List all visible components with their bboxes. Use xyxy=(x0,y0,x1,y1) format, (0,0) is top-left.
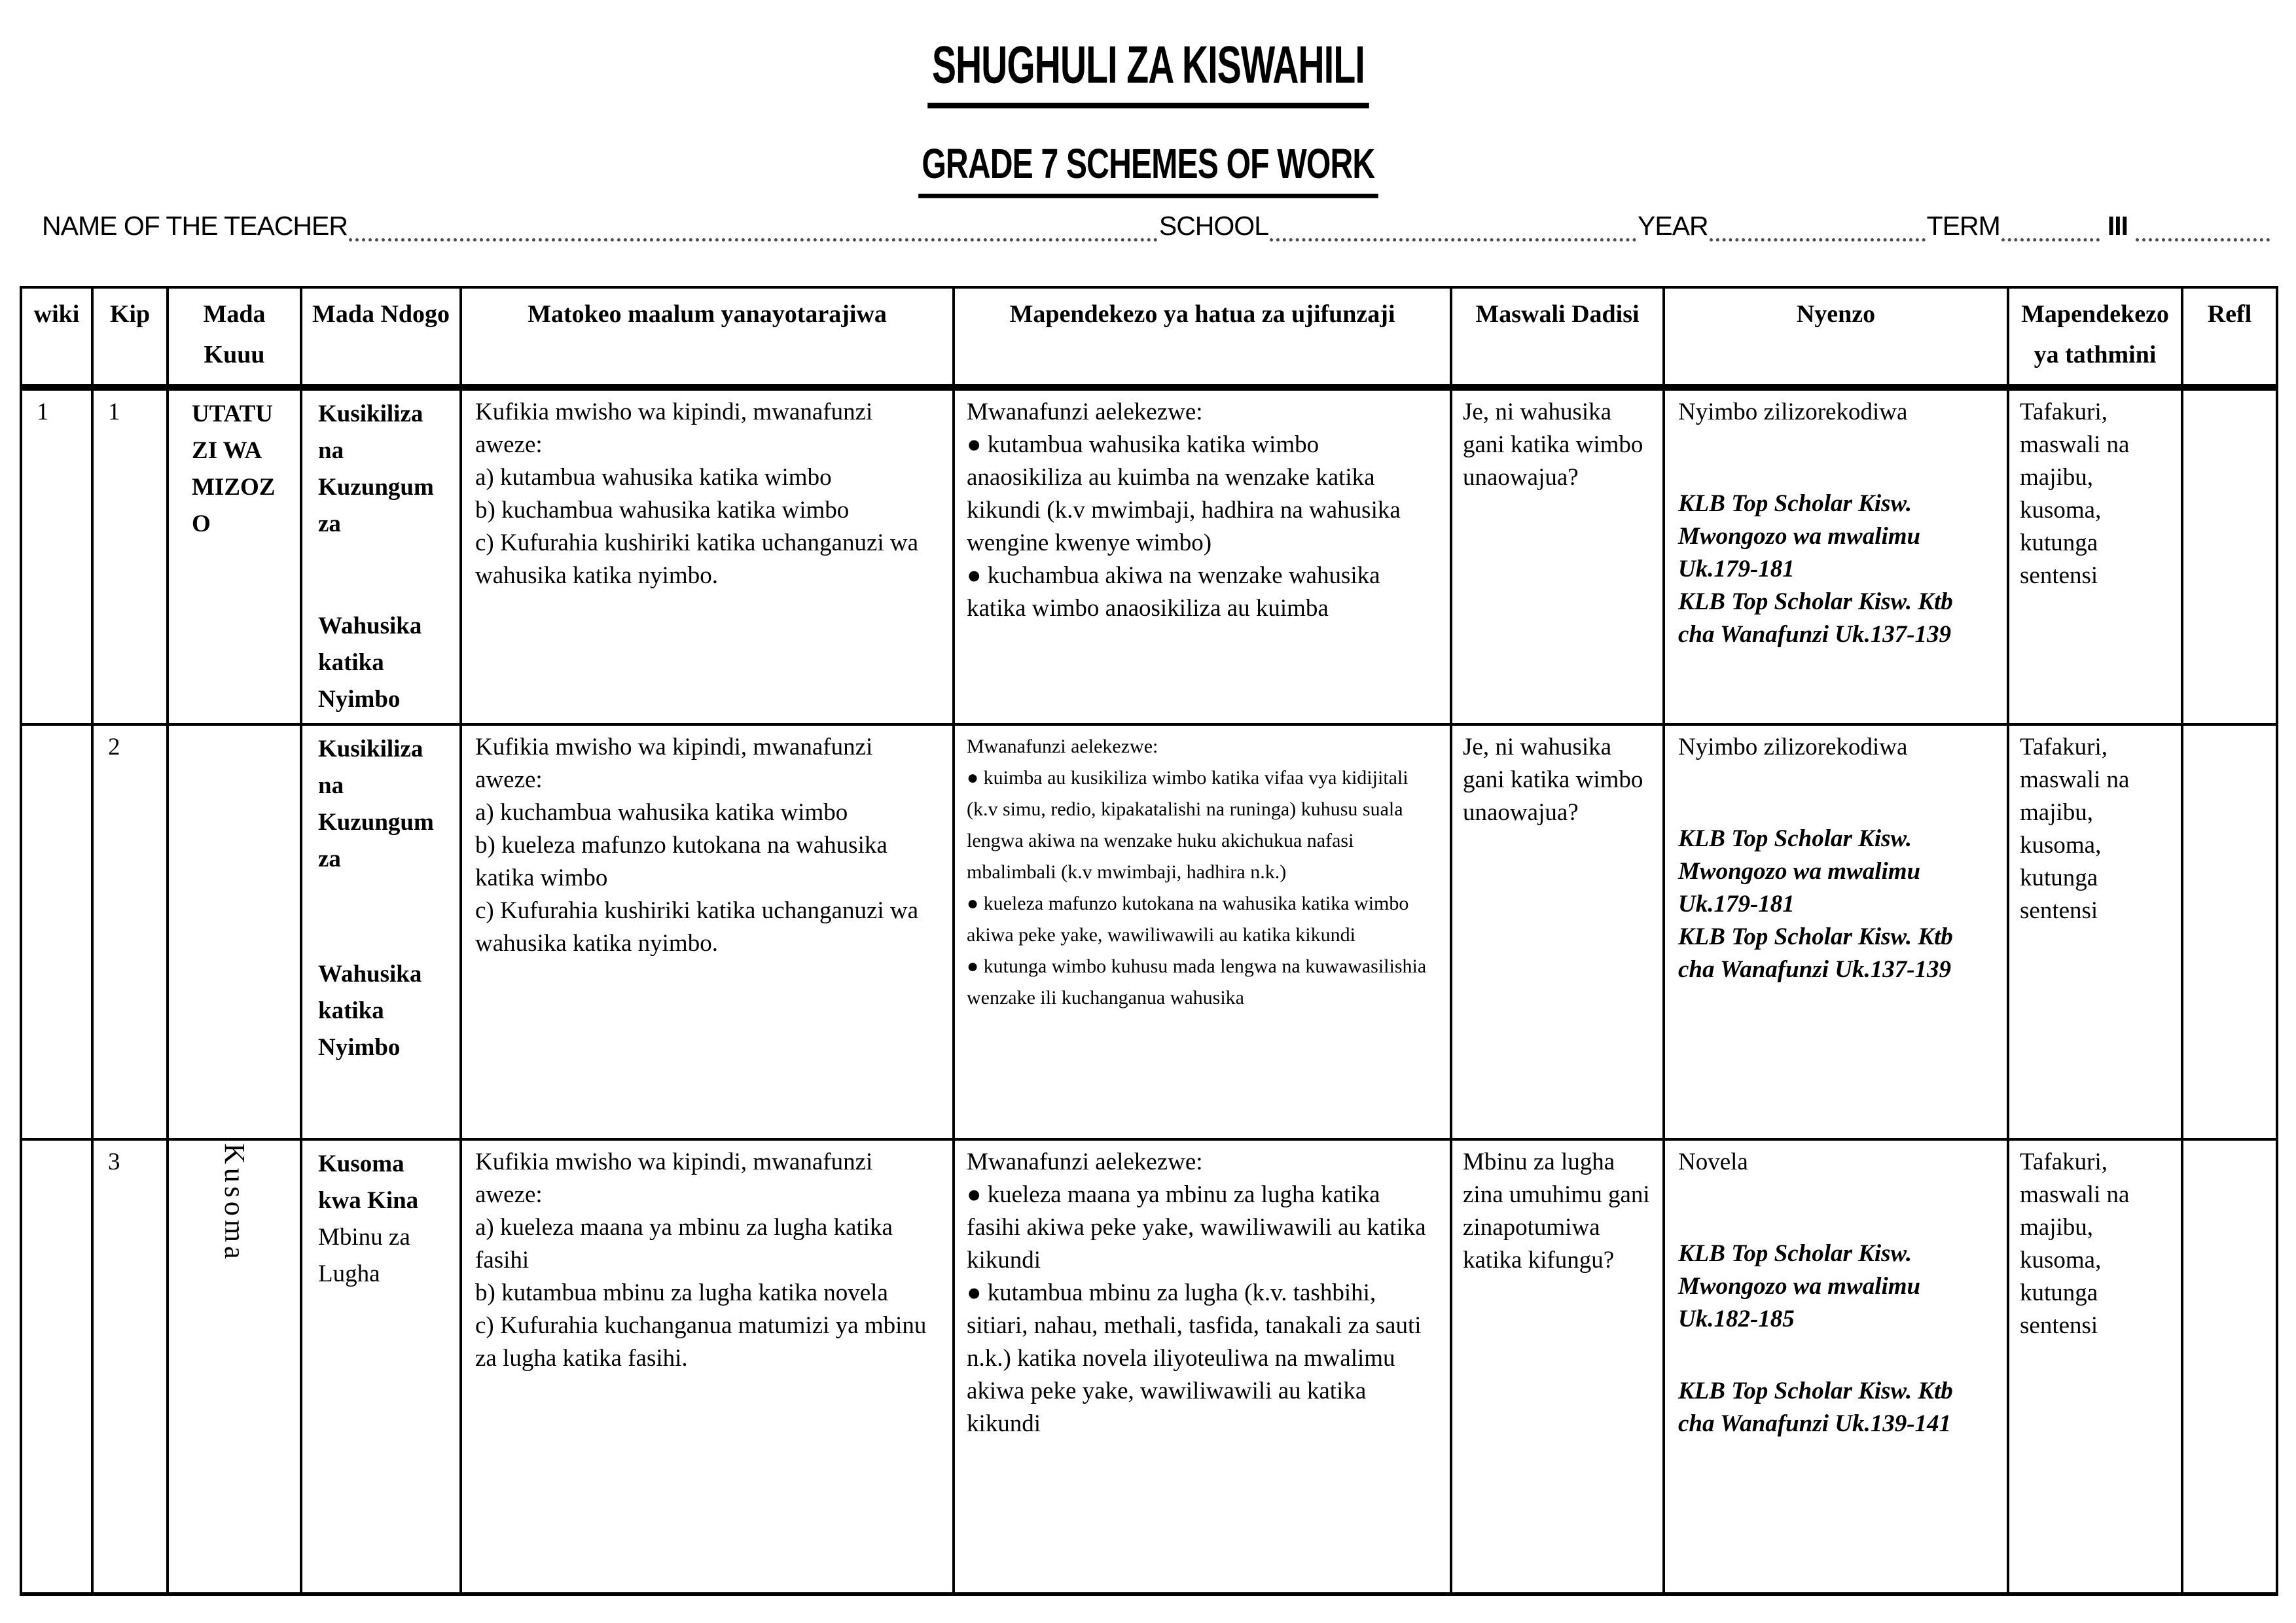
text-line: a) kueleza maana ya mbinu za lugha katika fasihi xyxy=(475,1214,893,1274)
cell-nyenzo xyxy=(1664,724,2008,1139)
book-reference: KLB Top Scholar Kisw. Mwongozo wa mwalimu Uk.179-181 xyxy=(1678,825,1921,918)
text-line: Nyimbo zilizorekodiwa xyxy=(1678,399,1908,425)
spacer xyxy=(1678,429,1994,488)
text-line: Tafakuri, maswali na majibu, kusoma, kutunga sentensi xyxy=(2020,1149,2130,1339)
table-header xyxy=(21,287,2277,387)
text-line: 3 xyxy=(108,1149,120,1175)
header-row xyxy=(21,287,2277,387)
bullet-line: ● kutambua wahusika katika wimbo anaosikiliza au kuimba na wenzake katika kikundi (k.v mwimbaji, hadhira na wahusika wengine kwenye wimbo) xyxy=(967,431,1401,556)
text-line: Kufikia mwisho wa kipindi, mwanafunzi aweze: xyxy=(475,734,873,793)
header-mada-ndogo: Mada Ndogo xyxy=(301,287,461,387)
cell-nyenzo xyxy=(1664,387,2008,724)
text-line: Je, ni wahusika gani katika wimbo unaowajua? xyxy=(1463,734,1643,826)
page-title: SHUGHULI ZA KISWAHILI xyxy=(927,34,1369,108)
cell-refl xyxy=(2182,1139,2277,1594)
table-body xyxy=(21,387,2277,1594)
cell-maswali xyxy=(1451,387,1664,724)
text-line: Kusoma kwa Kina xyxy=(318,1150,419,1214)
text-line: Mbinu za lugha zina umuhimu gani zinapotumiwa katika kifungu? xyxy=(1463,1149,1650,1274)
book-reference: KLB Top Scholar Kisw. Mwongozo wa mwalimu Uk.182-185 xyxy=(1678,1240,1921,1332)
subtitle-row xyxy=(0,139,2296,190)
text-line: Kufikia mwisho wa kipindi, mwanafunzi aweze: xyxy=(475,399,873,458)
text-line: a) kuchambua wahusika katika wimbo xyxy=(475,799,848,826)
header-matokeo: Matokeo maalum yanayotarajiwa xyxy=(461,287,954,387)
text-line: Mwanafunzi aelekezwe: xyxy=(967,399,1203,425)
cell-kip xyxy=(92,1139,168,1594)
text-line: b) kueleza mafunzo kutokana na wahusika katika wimbo xyxy=(475,832,888,891)
teacher-info-line xyxy=(42,211,2271,241)
year-fill-line xyxy=(1710,232,1926,241)
text-line: c) Kufurahia kushiriki katika uchanganuzi wa wahusika katika nyimbo. xyxy=(475,529,919,589)
text-line: Kusikiliza na Kuzungumza xyxy=(318,401,434,537)
term-value: III xyxy=(2107,211,2128,241)
book-reference: KLB Top Scholar Kisw. Ktb cha Wanafunzi Uk.137-139 xyxy=(1678,923,1953,983)
year-label: YEAR xyxy=(1638,211,1708,241)
cell-wiki xyxy=(21,724,92,1139)
cell-kip xyxy=(92,387,168,724)
school-fill-line xyxy=(1270,232,1636,241)
term-fill-line xyxy=(2001,232,2100,241)
cell-nyenzo xyxy=(1664,1139,2008,1594)
cell-mada-kuuu xyxy=(168,724,301,1139)
bullet-line: ● kutambua mbinu za lugha (k.v. tashbihi, sitiari, nahau, methali, tasfida, tanakali za sauti n.k.) katika novela iliyoteuliwa na mwalimu akiwa peke yake, wawiliwawili au katika kikundi xyxy=(967,1279,1422,1437)
bullet-line: ● kueleza maana ya mbinu za lugha katika fasihi akiwa peke yake, wawiliwawili au katika kikundi xyxy=(967,1181,1426,1274)
spacer xyxy=(318,878,444,956)
book-reference: KLB Top Scholar Kisw. Mwongozo wa mwalimu Uk.179-181 xyxy=(1678,490,1921,582)
cell-hatua xyxy=(954,387,1451,724)
cell-refl xyxy=(2182,724,2277,1139)
text-line: Novela xyxy=(1678,1149,1748,1175)
vertical-text: Kusoma xyxy=(219,1143,251,1263)
spacer xyxy=(318,543,444,608)
text-line: Mwanafunzi aelekezwe: xyxy=(967,1149,1203,1175)
table-row-2 xyxy=(21,724,2277,1139)
bullet-line: ● kuchambua akiwa na wenzake wahusika katika wimbo anaosikiliza au kuimba xyxy=(967,562,1380,622)
cell-tathmini xyxy=(2008,387,2182,724)
header-kip: Kip xyxy=(92,287,168,387)
spacer xyxy=(1678,1336,1994,1375)
cell-hatua xyxy=(954,1139,1451,1594)
text-line: 1 xyxy=(108,399,120,425)
table-row-3 xyxy=(21,1139,2277,1594)
cell-matokeo xyxy=(461,1139,954,1594)
cell-tathmini xyxy=(2008,1139,2182,1594)
text-line: UTATUZI WA MIZOZO xyxy=(192,401,276,537)
header-hatua: Mapendekezo ya hatua za ujifunzaji xyxy=(954,287,1451,387)
book-reference: KLB Top Scholar Kisw. Ktb cha Wanafunzi Uk.139-141 xyxy=(1678,1378,1953,1437)
text-line: Mwanafunzi aelekezwe: xyxy=(967,736,1158,757)
text-line: 2 xyxy=(108,734,120,760)
cell-mada-ndogo xyxy=(301,724,461,1139)
text-line: a) kutambua wahusika katika wimbo xyxy=(475,464,832,491)
cell-maswali xyxy=(1451,1139,1664,1594)
header-wiki: wiki xyxy=(21,287,92,387)
cell-hatua xyxy=(954,724,1451,1139)
text-line: Wahusika katika Nyimbo xyxy=(318,961,422,1061)
cell-matokeo xyxy=(461,724,954,1139)
text-line: 1 xyxy=(37,399,49,425)
bullet-line: ● kuimba au kusikiliza wimbo katika vifaa vya kidijitali (k.v simu, redio, kipakatalishi na runinga) kuhusu suala lengwa akiwa na wenzake huku akichukua nafasi mbalimbali (k.v mwimbaji, hadhira n.k.) xyxy=(967,767,1408,883)
text-line: c) Kufurahia kushiriki katika uchanganuzi wa wahusika katika nyimbo. xyxy=(475,897,919,957)
cell-mada-ndogo xyxy=(301,1139,461,1594)
cell-tathmini xyxy=(2008,724,2182,1139)
cell-kip xyxy=(92,724,168,1139)
header-maswali: Maswali Dadisi xyxy=(1451,287,1664,387)
bullet-line: ● kueleza mafunzo kutokana na wahusika katika wimbo akiwa peke yake, wawiliwawili au katika kikundi xyxy=(967,893,1409,946)
cell-maswali xyxy=(1451,724,1664,1139)
text-line: Wahusika katika Nyimbo xyxy=(318,613,422,713)
header-tathmini: Mapendekezo ya tathmini xyxy=(2008,287,2182,387)
spacer xyxy=(1678,1179,1994,1238)
text-line: Tafakuri, maswali na majibu, kusoma, kutunga sentensi xyxy=(2020,399,2130,589)
term-label: TERM xyxy=(1926,211,2000,241)
schemes-of-work-table xyxy=(20,286,2278,1596)
text-line: Kufikia mwisho wa kipindi, mwanafunzi aweze: xyxy=(475,1149,873,1208)
text-line: Je, ni wahusika gani katika wimbo unaowajua? xyxy=(1463,399,1643,491)
text-line: Nyimbo zilizorekodiwa xyxy=(1678,734,1908,760)
title-row xyxy=(0,34,2296,95)
cell-mada-kuuu xyxy=(168,387,301,724)
cell-mada-ndogo xyxy=(301,387,461,724)
page-subtitle: GRADE 7 SCHEMES OF WORK xyxy=(918,139,1378,198)
text-line: Tafakuri, maswali na majibu, kusoma, kutunga sentensi xyxy=(2020,734,2130,924)
header-mada-kuuu: Mada Kuuu xyxy=(168,287,301,387)
text-line: Kusikiliza na Kuzungumza xyxy=(318,736,434,872)
header-nyenzo: Nyenzo xyxy=(1664,287,2008,387)
cell-mada-kuuu xyxy=(168,1139,301,1594)
bullet-line: ● kutunga wimbo kuhusu mada lengwa na kuwawasilishia wenzake ili kuchanganua wahusika xyxy=(967,955,1427,1008)
cell-wiki xyxy=(21,1139,92,1594)
term-fill-line-end xyxy=(2136,232,2270,241)
cell-matokeo xyxy=(461,387,954,724)
table-row-1 xyxy=(21,387,2277,724)
text-line: c) Kufurahia kuchanganua matumizi ya mbinu za lugha katika fasihi. xyxy=(475,1312,927,1372)
spacer xyxy=(1678,764,1994,823)
text-line: Mbinu za Lugha xyxy=(318,1224,410,1287)
text-line: b) kutambua mbinu za lugha katika novela xyxy=(475,1279,888,1306)
cell-wiki xyxy=(21,387,92,724)
school-label: SCHOOL xyxy=(1158,211,1268,241)
teacher-label: NAME OF THE TEACHER xyxy=(42,211,348,241)
cell-refl xyxy=(2182,387,2277,724)
text-line: b) kuchambua wahusika katika wimbo xyxy=(475,497,850,524)
teacher-fill-line xyxy=(349,232,1158,241)
header-refl: Refl xyxy=(2182,287,2277,387)
book-reference: KLB Top Scholar Kisw. Ktb cha Wanafunzi Uk.137-139 xyxy=(1678,588,1953,648)
